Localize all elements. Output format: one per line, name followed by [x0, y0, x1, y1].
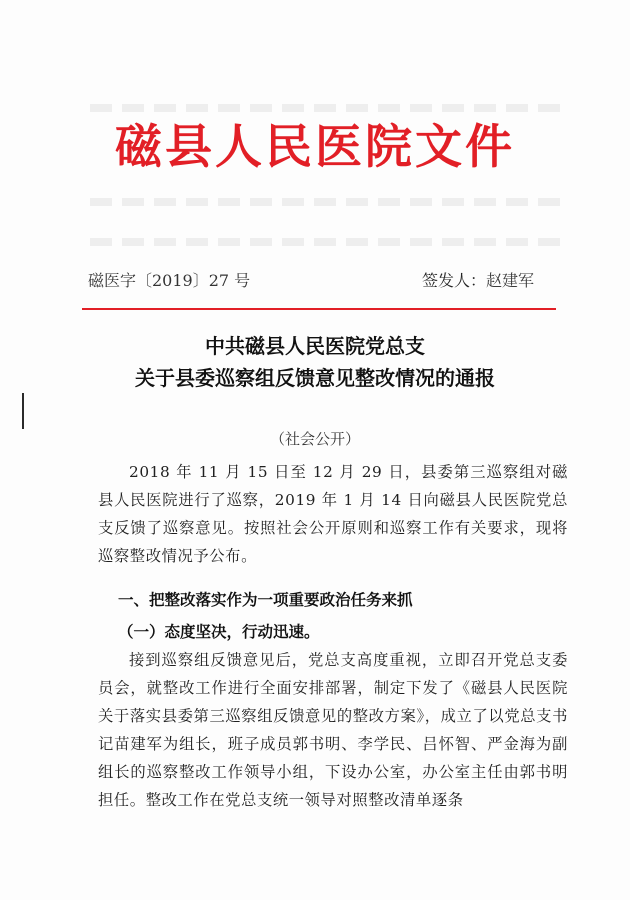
scan-edge-mark	[22, 393, 24, 429]
body-paragraph-action: 接到巡察组反馈意见后，党总支高度重视，立即召开党总支委员会，就整改工作进行全面安排部署，制定下发了《磁县人民医院关于落实县委第三巡察组反馈意见的整改方案》，成立了以党总支书记苗建军为组长，班子成员郭书明、李学民、吕怀智、严金海为副组长的巡察整改工作领导小组，下设办公室，办公室主任由郭书明担任。整改工作在党总支统一领导对照整改清单逐条	[98, 651, 568, 809]
notice-title	[0, 330, 630, 394]
subsection-heading: （一）态度坚决，行动迅速。	[118, 622, 320, 641]
public-disclosure-tag: （社会公开）	[269, 430, 360, 448]
bleed-through-mark	[90, 198, 570, 206]
issuer-name: 赵建军	[486, 271, 535, 290]
body-paragraph-intro: 2018 年 11 月 15 日至 12 月 29 日，县委第三巡察组对磁县人民医院进行了巡察，2019 年 1 月 14 日向磁县人民医院党总支反馈了巡察意见。按照社会公开原则和巡察工作有关要求，现将巡察整改情况予公布。	[98, 463, 568, 565]
issuer-label: 签发人：	[422, 271, 487, 290]
document-header-title: 磁县人民医院文件	[115, 120, 515, 175]
notice-title-line1: 中共磁县人民医院党总支	[205, 334, 425, 358]
header-divider	[82, 308, 556, 310]
section-heading: 一、把整改落实作为一项重要政治任务来抓	[118, 590, 413, 609]
issuer-line	[422, 268, 534, 291]
notice-title-line2: 关于县委巡察组反馈意见整改情况的通报	[135, 366, 495, 390]
bleed-through-mark	[90, 238, 570, 246]
document-number: 磁医字〔2019〕27 号	[88, 271, 251, 290]
bleed-through-mark	[90, 104, 570, 112]
